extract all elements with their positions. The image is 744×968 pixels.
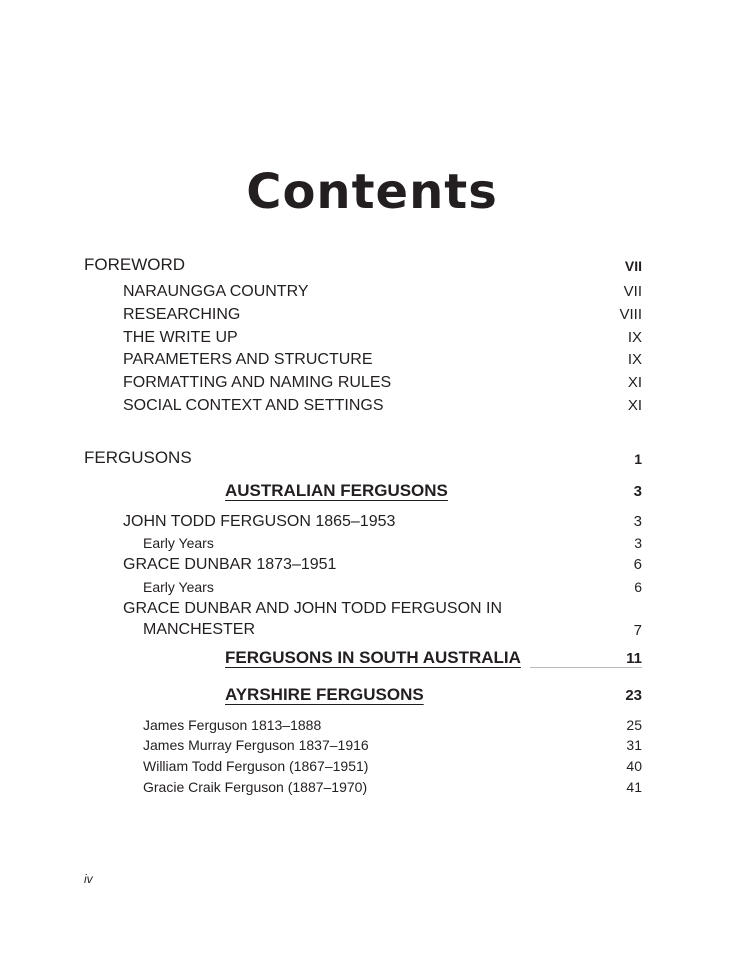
page-title: Contents: [246, 164, 498, 220]
toc-section-label: AUSTRALIAN FERGUSONS: [225, 481, 448, 500]
toc-entry-label: Gracie Craik Ferguson (1887–1970): [143, 779, 368, 795]
toc-entry-label: FORMATTING AND NAMING RULES: [123, 374, 392, 391]
toc-section-ayrshire-fergusons[interactable]: [84, 685, 642, 707]
toc-entry-label-continued: MANCHESTER: [143, 621, 256, 638]
toc-entry-write-up[interactable]: [84, 329, 642, 351]
toc-entry-label: GRACE DUNBAR 1873–1951: [123, 556, 337, 573]
toc-entry-label: GRACE DUNBAR AND JOHN TODD FERGUSON IN: [123, 600, 503, 617]
toc-entry-foreword[interactable]: [84, 255, 642, 277]
toc-entry-page: 3: [634, 535, 642, 551]
toc-entry-page: 1: [634, 451, 642, 467]
toc-entry-gracie-craik-ferguson[interactable]: [84, 779, 642, 801]
toc-entry-label: Early Years: [143, 579, 214, 595]
toc-entry-page: 40: [626, 758, 642, 774]
toc-entry-page: 25: [626, 717, 642, 733]
toc-section-page: 11: [626, 650, 642, 667]
toc-entry-john-early-years[interactable]: [84, 535, 642, 557]
toc-entry-manchester[interactable]: [84, 600, 642, 644]
toc-entry-james-ferguson[interactable]: [84, 717, 642, 739]
toc-entry-page: 6: [634, 579, 642, 595]
toc-entry-page: 7: [633, 622, 642, 639]
toc-entry-label: FOREWORD: [84, 255, 186, 274]
toc-entry-label: RESEARCHING: [123, 306, 241, 323]
toc-entry-page: IX: [627, 351, 642, 368]
page-folio: iv: [84, 872, 93, 886]
toc-entry-page: IX: [627, 329, 642, 346]
toc-entry-social-context[interactable]: [84, 397, 642, 419]
toc-entry-page: 31: [626, 737, 642, 753]
toc-entry-label: THE WRITE UP: [123, 329, 238, 346]
toc-entry-page: 41: [626, 779, 642, 795]
toc-entry-formatting[interactable]: [84, 374, 642, 396]
toc-entry-label: Early Years: [143, 535, 214, 551]
toc-entry-page: VIII: [619, 306, 642, 323]
toc-entry-label: William Todd Ferguson (1867–1951): [143, 758, 369, 774]
toc-entry-parameters[interactable]: [84, 351, 642, 373]
toc-section-page: 3: [633, 483, 642, 500]
toc-section-australian-fergusons[interactable]: [84, 481, 642, 503]
toc-entry-john-todd-ferguson[interactable]: [84, 513, 642, 535]
toc-section-label: FERGUSONS IN SOUTH AUSTRALIA: [225, 648, 521, 667]
toc-entry-page: VII: [624, 258, 642, 274]
toc-section-page: 23: [625, 687, 642, 704]
toc-entry-label: FERGUSONS: [84, 448, 192, 467]
toc-entry-page: 6: [633, 556, 642, 573]
toc-entry-page: VII: [623, 283, 642, 300]
toc-entry-page: XI: [627, 397, 642, 414]
toc-entry-researching[interactable]: [84, 306, 642, 328]
toc-entry-grace-early-years[interactable]: [84, 579, 642, 601]
toc-entry-label: NARAUNGGA COUNTRY: [123, 283, 309, 300]
toc-entry-label: James Murray Ferguson 1837–1916: [143, 737, 369, 753]
toc-entry-label: James Ferguson 1813–1888: [143, 717, 322, 733]
toc-entry-james-murray-ferguson[interactable]: [84, 737, 642, 759]
toc-entry-page: 3: [633, 513, 642, 530]
toc-entry-fergusons[interactable]: [84, 448, 642, 470]
section-divider: [530, 667, 642, 668]
toc-entry-naraungga-country[interactable]: [84, 283, 642, 305]
toc-section-label: AYRSHIRE FERGUSONS: [225, 685, 424, 704]
toc-entry-label: JOHN TODD FERGUSON 1865–1953: [123, 513, 396, 530]
toc-entry-page: XI: [627, 374, 642, 391]
toc-entry-william-todd-ferguson[interactable]: [84, 758, 642, 780]
toc-entry-grace-dunbar[interactable]: [84, 556, 642, 578]
toc-entry-label: SOCIAL CONTEXT AND SETTINGS: [123, 397, 384, 414]
toc-entry-label: PARAMETERS AND STRUCTURE: [123, 351, 373, 368]
